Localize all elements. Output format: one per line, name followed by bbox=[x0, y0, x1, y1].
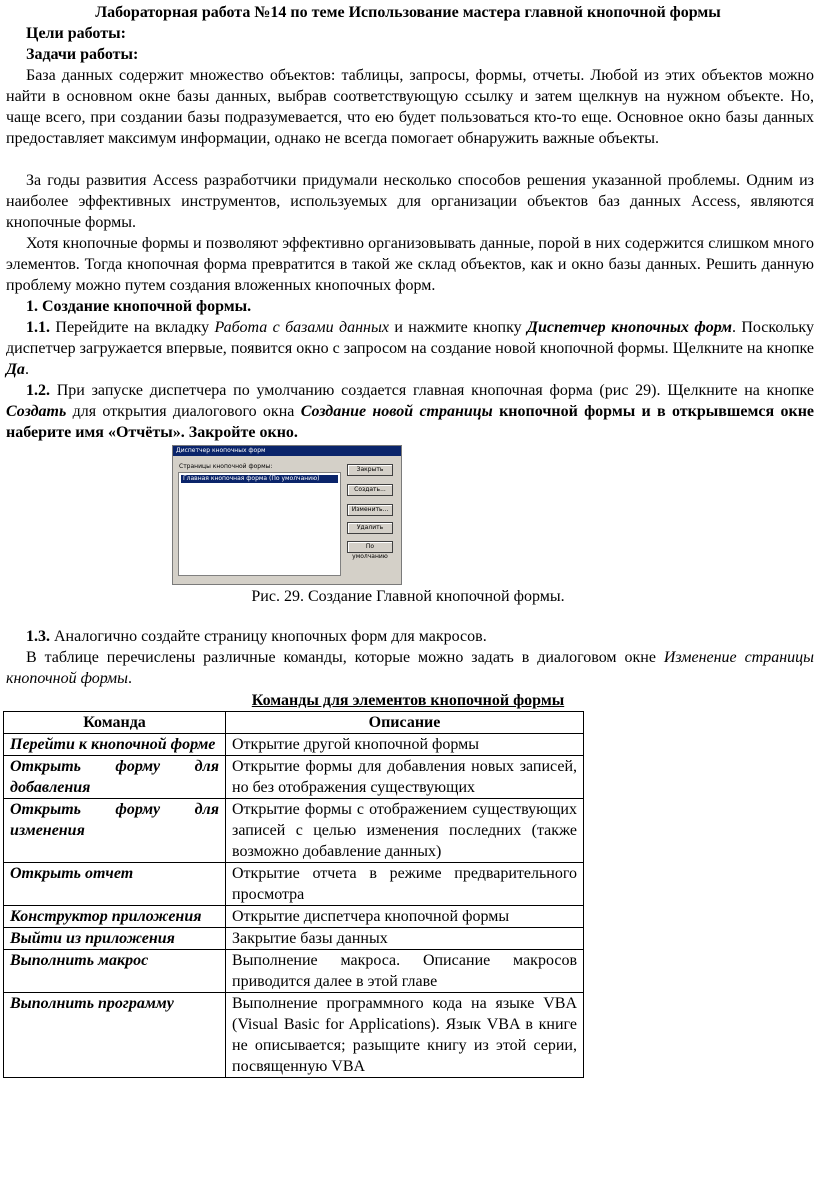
edit-button[interactable]: Изменить... bbox=[347, 504, 393, 516]
step-text: . Поскольку диспетчер загружается впервые, появится окно с запросом на создание новой кнопочной формы. Щелкните на кнопке bbox=[6, 319, 814, 357]
paragraph-text: . bbox=[127, 670, 132, 687]
button-name: Создать bbox=[6, 403, 67, 420]
switchboard-manager-dialog bbox=[172, 445, 402, 585]
description-cell: Выполнение программного кода на языке VBA (Visual Basic for Applications). Язык VBA в книге не описывается; разыщите книгу из этой серии, посвященную VBA bbox=[226, 993, 584, 1078]
close-button[interactable]: Закрыть bbox=[347, 464, 393, 476]
description-cell: Открытие формы с отображением существующих записей с целью изменения последних (также возможно добавление данных) bbox=[226, 799, 584, 863]
step-text: Перейдите на вкладку bbox=[50, 319, 215, 336]
command-cell: Открыть форму для добавления bbox=[4, 756, 226, 799]
commands-table bbox=[3, 711, 584, 1078]
description-cell: Открытие диспетчера кнопочной формы bbox=[226, 906, 584, 928]
description-cell: Открытие отчета в режиме предварительного просмотра bbox=[226, 863, 584, 906]
description-cell: Открытие формы для добавления новых записей, но без отображения существующих bbox=[226, 756, 584, 799]
document-title: Лабораторная работа №14 по теме Использование мастера главной кнопочной формы bbox=[95, 4, 721, 21]
command-cell: Перейти к кнопочной форме bbox=[4, 734, 226, 756]
delete-button[interactable]: Удалить bbox=[347, 522, 393, 534]
paragraph-intro: База данных содержит множество объектов: таблицы, запросы, формы, отчеты. Любой из этих объектов можно найти в основном окне базы данных, выбрав соответствующую ссылку и затем щелкнув на нужном объекте. Но, чаще всего, при создании базы подразумевается, что ею будет пользоваться кто-то еще. Основное окно базы данных предоставляет максимум информации, однако не всегда помогает обнаружить важные объекты. bbox=[6, 67, 814, 147]
figure-caption: Рис. 29. Создание Главной кнопочной формы. bbox=[251, 588, 565, 605]
paragraph-nested: Хотя кнопочные формы и позволяют эффективно организовывать данные, порой в них содержится слишком много элементов. Тогда кнопочная форма превратится в такой же склад объектов, как и окно базы данных. Решить данную проблему можно путем создания вложенных кнопочных форм. bbox=[6, 235, 814, 294]
paragraph-table-intro bbox=[6, 647, 814, 689]
tab-name: Работа с базами данных bbox=[214, 319, 389, 336]
column-header-command: Команда bbox=[4, 712, 226, 734]
table-row bbox=[4, 799, 584, 863]
command-cell: Открыть отчет bbox=[4, 863, 226, 906]
table-title: Команды для элементов кнопочной формы bbox=[251, 692, 565, 709]
default-button[interactable]: По умолчанию bbox=[347, 541, 393, 553]
dialog-name: Создание новой страницы bbox=[300, 403, 493, 420]
section-heading: 1. Создание кнопочной формы. bbox=[26, 298, 252, 315]
goals-label: Цели работы: bbox=[26, 25, 126, 42]
command-cell: Выполнить макрос bbox=[4, 950, 226, 993]
step-number: 1.3. bbox=[26, 628, 50, 645]
table-row bbox=[4, 906, 584, 928]
create-button[interactable]: Создать... bbox=[347, 484, 393, 496]
tasks-label: Задачи работы: bbox=[26, 46, 139, 63]
step-text: Аналогично создайте страницу кнопочных форм для макросов. bbox=[50, 628, 487, 645]
paragraph-text: В таблице перечислены различные команды, которые можно задать в диалоговом окне bbox=[26, 649, 664, 666]
table-row bbox=[4, 928, 584, 950]
table-row bbox=[4, 863, 584, 906]
button-name: Диспетчер кнопочных форм bbox=[527, 319, 732, 336]
description-cell: Закрытие базы данных bbox=[226, 928, 584, 950]
step-text: для открытия диалогового окна bbox=[66, 403, 301, 420]
table-header-row bbox=[4, 712, 584, 734]
step-text: . bbox=[24, 361, 29, 378]
command-cell: Открыть форму для изменения bbox=[4, 799, 226, 863]
dialog-list-label: Страницы кнопочной формы: bbox=[179, 463, 273, 470]
step-text: При запуске диспетчера по умолчанию создается главная кнопочная форма (рис 29). Щелкните на кнопке bbox=[50, 382, 814, 399]
description-cell: Выполнение макроса. Описание макросов приводится далее в этой главе bbox=[226, 950, 584, 993]
table-row bbox=[4, 950, 584, 993]
dialog-title: Диспетчер кнопочных форм bbox=[173, 446, 401, 456]
step-text: и нажмите кнопку bbox=[388, 319, 528, 336]
command-cell: Выйти из приложения bbox=[4, 928, 226, 950]
button-name: Да bbox=[6, 361, 25, 378]
step-1-2 bbox=[6, 380, 814, 443]
step-1-3 bbox=[6, 626, 814, 647]
column-header-description: Описание bbox=[226, 712, 584, 734]
list-item[interactable]: Главная кнопочная форма (По умолчанию) bbox=[181, 475, 338, 483]
switchboard-pages-list[interactable] bbox=[178, 472, 341, 576]
step-text: кнопочной формы и в открывшемся окне наберите имя «Отчёты». Закройте окно. bbox=[6, 403, 815, 441]
table-row bbox=[4, 756, 584, 799]
command-cell: Выполнить программу bbox=[4, 993, 226, 1078]
description-cell: Открытие другой кнопочной формы bbox=[226, 734, 584, 756]
table-row bbox=[4, 993, 584, 1078]
dialog-name: Изменение страницы кнопочной формы bbox=[6, 649, 815, 687]
command-cell: Конструктор приложения bbox=[4, 906, 226, 928]
table-row bbox=[4, 734, 584, 756]
step-number: 1.2. bbox=[26, 382, 50, 399]
step-number: 1.1. bbox=[26, 319, 50, 336]
paragraph-access: За годы развития Access разработчики придумали несколько способов решения указанной проблемы. Одним из наиболее эффективных инструментов, используемых для организации объектов баз данных Access, являются кнопочные формы. bbox=[6, 172, 814, 231]
step-1-1 bbox=[6, 317, 814, 380]
